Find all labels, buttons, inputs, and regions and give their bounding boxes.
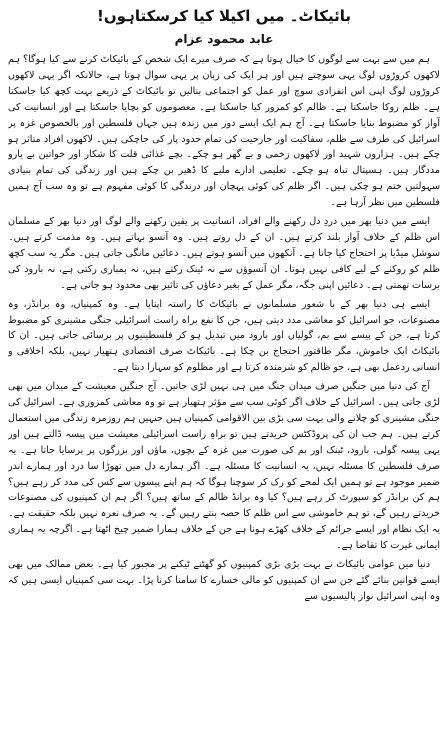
article-paragraph: آج کی دنیا میں جنگیں صرف میدان جنگ میں ہی نہیں لڑی جاتیں۔ آج جنگیں معیشت کے میدان میں بھی لڑی جاتی ہیں۔ اسرائیل کے خلاف اگر کوئی سب سے مؤثر ہتھیار ہے تو وہ معاشی کمزوری ہے۔ اسرائیل کی جنگی مشینری کو چلانے والی بہت سی بڑی بین الاقوامی کمپنیاں ہیں جنہیں ہم روزمرہ زندگی میں استعمال کرتے ہیں۔ ہم جب ان کی پروڈکٹس خریدتے ہیں تو براہِ راست اسرائیلی معیشت میں پیسہ ڈالتے ہیں اور یہی پیسہ گولی، بارود، ٹینک اور بم کی صورت میں غزہ کے بچوں، ماؤں اور بزرگوں پر برسایا جاتا ہے۔ یہ صرف فلسطین کا مسئلہ نہیں، یہ انسانیت کا مسئلہ ہے۔ اگر ہمارے دل میں تھوڑا سا درد اور ہمارے اندر ضمیر موجود ہے تو ہمیں ایک لمحے کو رک کر سوچنا ہوگا کہ ہم اپنے پیسوں سے کس کی مدد کر رہے ہیں؟ ہم کن برانڈز کو سپورٹ کر رہے ہیں؟ کیا وہ برانڈ ظالم کے ساتھ ہیں؟ اگر ہم ان کمپنیوں کی مصنوعات خریدتے رہیں گے، تو ہم خاموشی سے اس ظلم کا حصہ بنتے رہیں گے۔ یہ صرف نعرہ نہیں بلکہ حقیقت ہے۔ یہ ایک نظام اور ایسے جرائم کے خلاف کھڑے ہونا ہے جن کے خلاف ہمارا ضمیر چیخ اٹھتا ہے۔ اگرچہ یہ ہماری ایمانی غیرت کا تقاضا ہے۔ [8,381,440,552]
article-author: عابد محمود عزام [174,32,274,46]
article-paragraph: ہم میں سے بہت سے لوگوں کا خیال ہوتا ہے کہ صرف میرے ایک شخص کے بائیکاٹ کرنے سے کیا ہوگا؟ ہم لاکھوں کروڑوں لوگ یہی سوچتے ہیں اور ہر ایک کی زبان پر یہی سوال ہوتا ہے، حالانکہ اگر یہی لاکھوں کروڑوں لوگ اپنی اس انفرادی سوچ اور عمل کو اجتماعی بنالیں تو بائیکاٹ کے ذریعے بہت کچھ کیا جاسکتا ہے۔ ظلم روکا جاسکتا ہے۔ ظالم کو کمزور کیا جاسکتا ہے۔ معصوموں کو بچایا جاسکتا ہے اور انسانیت کی آواز کو مضبوط بنایا جاسکتا ہے۔ آج ہم ایک ایسے دور میں زندہ ہیں جہاں فلسطین اور بالخصوص غزہ پر اسرائیل کی طرف سے ظلم، سفاکیت اور جارحیت کی تمام حدود پار کی جاچکی ہیں۔ لاکھوں افراد متاثر ہو چکے ہیں۔ ہزاروں شہید اور لاکھوں زخمی و بے گھر ہو چکے۔ بچے غذائی قلت کا شکار اور خواتین بے یارو مددگار ہیں۔ ہسپتال تباہ ہو چکے۔ تعلیمی ادارے ملبے کا ڈھیر بن چکے ہیں اور زندگی کی تمام بنیادی سہولتیں ختم ہو چکی ہیں۔ اگر ظلم کی کوئی پہچان اور درندگی کا کوئی مفہوم ہے تو وہ سب آج ہمیں فلسطین میں نظر آرہا ہے۔ [8,54,440,209]
article-title: بائیکاٹ۔ میں اکیلا کیا کرسکتاہوں! [96,7,351,25]
article-paragraph: دنیا میں عوامی بائیکاٹ نے بہت بڑی بڑی کمپنیوں کو گھٹنے ٹیکنے پر مجبور کیا ہے۔ بعض ممالک میں بھی ایسے قوانین بنائے گئے جن سے ان کمپنیوں کو مالی خسارے کا سامنا کرنا پڑا۔ بہت سی کمپنیاں ایسی ہیں کہ وہ اپنی اسرائیل نواز پالیسیوں سے [8,559,440,602]
article-paragraph: ایسے ہی دنیا بھر کے با شعور مسلمانوں نے بائیکاٹ کا راستہ اپنایا ہے۔ وہ کمپنیاں، وہ برانڈز، وہ مصنوعات، جو اسرائیل کو معاشی مدد دیتی ہیں، جن کا نفع براہ راست اسرائیلی جنگی مشینری کو مضبوط کرتا ہے، جن کے پیسے سے بم، گولیاں اور بارود میں تبدیل ہو کر فلسطینیوں پر برسائی جاتی ہیں۔ ان کا بائیکاٹ ایک خاموش، مگر طاقتور احتجاج بن چکا ہے۔ بائیکاٹ صرف اقتصادی ہتھیار نہیں، بلکہ اخلاقی و انسانی ردعمل بھی ہے، جو ظالم کو شرمندہ کرتا ہے اور مظلوم کو سہارا دیتا ہے۔ [8,298,440,374]
article-body [8,52,440,748]
article-paragraph: ایسے میں دنیا بھر میں دردِ دل رکھنے والے افراد، انسانیت پر یقین رکھنے والے لوگ اور دنیا بھر کے مسلمان اس ظلم کے خلاف آواز بلند کرتے ہیں۔ ان کے دل روتے ہیں۔ وہ آنسو بہاتے ہیں۔ وہ مذمت کرتے ہیں۔ سوشل میڈیا پر احتجاج کیا جاتا ہے۔ آنکھوں میں آنسو ہوتے ہیں۔ دعائیں مانگی جاتی ہیں۔ مگر یہ سب کچھ ظلم کو روکنے کے لیے کافی نہیں ہوتا۔ ان آنسوؤں سے نہ ٹینک رکتے ہیں، نہ بمباری رکتی ہے، نہ بارود کی برسات تھمتی ہے۔ دعائیں اپنی جگہ، مگر عمل کے بغیر دعاؤں کی تاثیر بھی محدود ہو جاتی ہے۔ [8,216,440,291]
